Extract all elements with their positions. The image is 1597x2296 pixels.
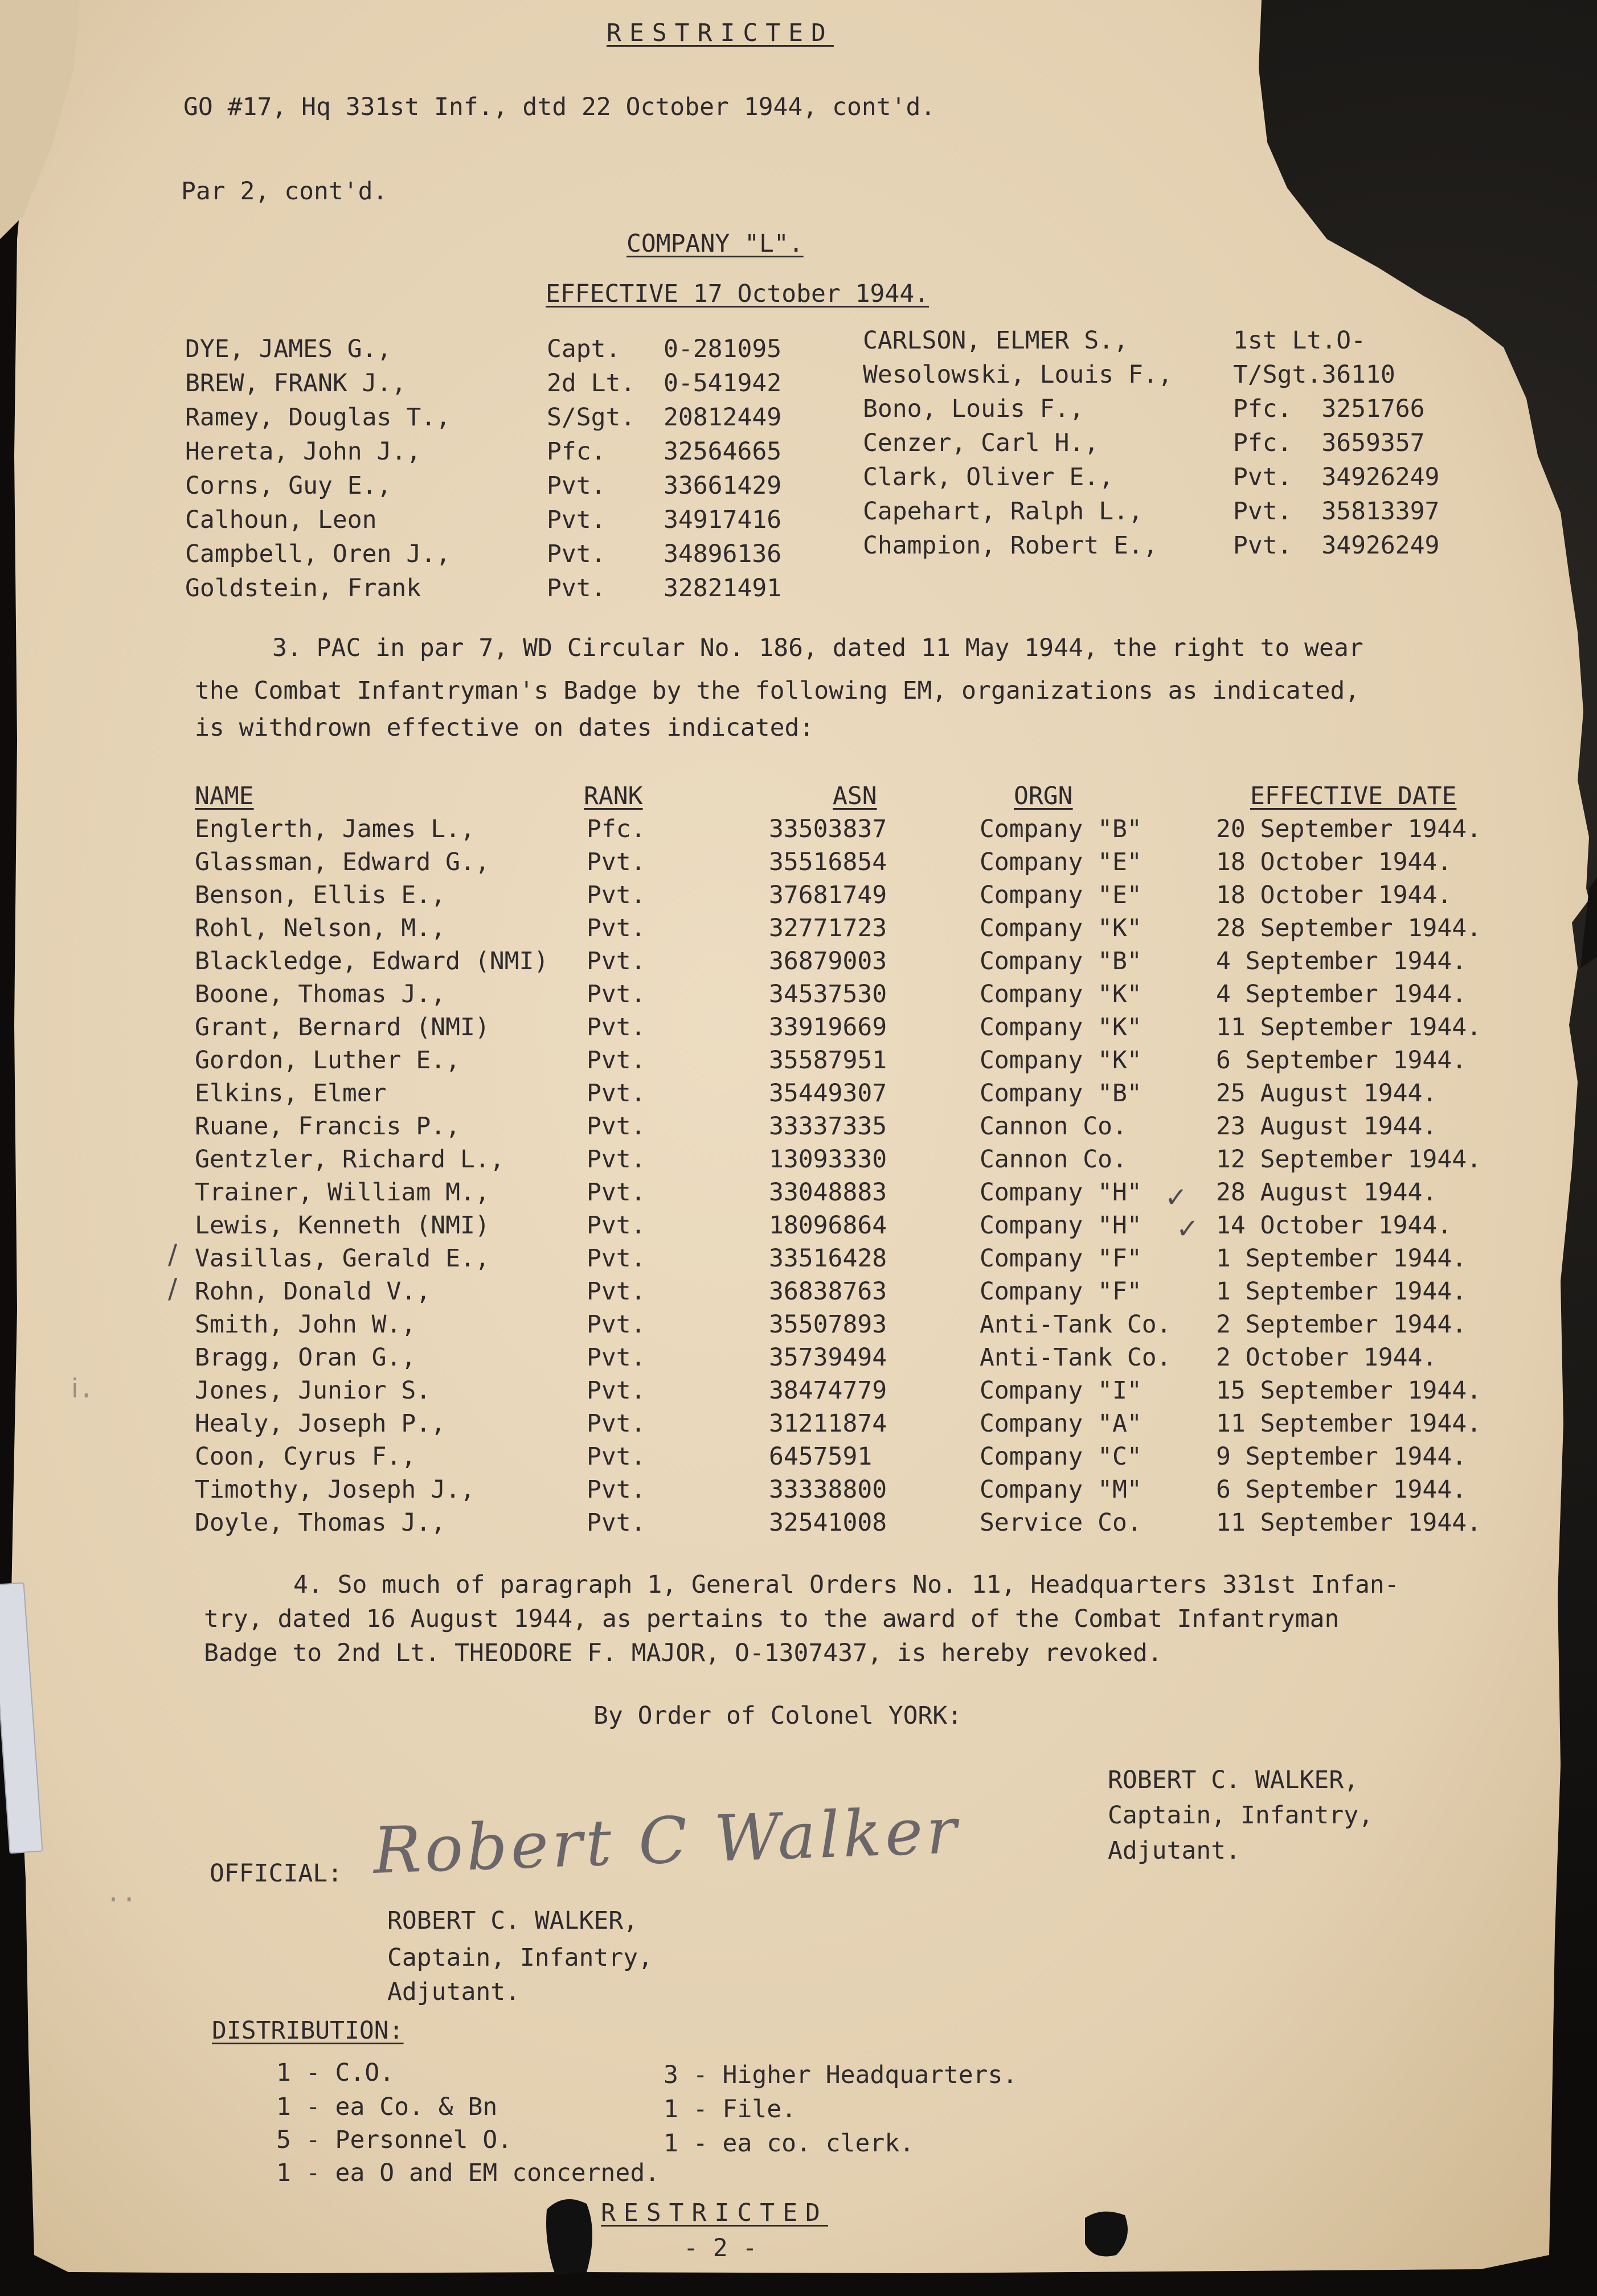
cell-orgn: Company "H" (980, 1178, 1142, 1207)
roster-row-right (863, 427, 1425, 460)
cell-rank: Pvt. (587, 1079, 646, 1108)
cell-name: Benson, Ellis E., (195, 881, 446, 909)
cell-date: 18 October 1944. (1216, 881, 1452, 909)
cell-orgn: Company "B" (980, 815, 1142, 843)
distribution-item: 3 - Higher Headquarters. (664, 2061, 1018, 2089)
cell-orgn: Company "C" (980, 1442, 1142, 1471)
cell-asn: 37681749 (769, 881, 887, 909)
table-row (195, 1011, 1481, 1044)
roster-rank: S/Sgt. (547, 403, 636, 432)
cell-rank: Pvt. (587, 1013, 646, 1042)
cell-orgn: Company "F" (980, 1244, 1142, 1273)
handwritten-signature: Robert C Walker (372, 1794, 961, 1888)
cell-rank: Pvt. (587, 1277, 646, 1306)
roster-asn: 33661429 (664, 472, 782, 500)
cell-asn: 35507893 (769, 1310, 887, 1339)
cell-name: Gentzler, Richard L., (195, 1145, 505, 1174)
cell-asn: 33338800 (769, 1475, 887, 1504)
cell-name: Glassman, Edward G., (195, 848, 490, 876)
table-row (195, 912, 1481, 945)
roster-row-right (863, 495, 1440, 528)
header-rank: RANK (584, 782, 643, 810)
roster-row (185, 333, 782, 366)
roster-rank-asn: T/Sgt.36110 (1233, 360, 1395, 389)
cell-orgn: Anti-Tank Co. (980, 1343, 1172, 1372)
signatory-name: ROBERT C. WALKER, (1108, 1766, 1359, 1794)
cell-date: 28 September 1944. (1216, 914, 1481, 942)
cell-orgn: Cannon Co. (980, 1145, 1127, 1174)
roster-rank: Pvt. (547, 472, 606, 500)
roster-name: Wesolowski, Louis F., (863, 360, 1173, 389)
cell-asn: 33503837 (769, 815, 887, 843)
roster-rank-asn: Pvt. 34926249 (1233, 463, 1440, 491)
cell-orgn: Company "K" (980, 980, 1142, 1008)
cell-orgn: Cannon Co. (980, 1112, 1127, 1141)
cell-date: 15 September 1944. (1216, 1376, 1481, 1405)
cell-name: Healy, Joseph P., (195, 1409, 446, 1438)
cell-orgn: Company "B" (980, 947, 1142, 975)
table-row (195, 1044, 1467, 1077)
distribution-item: 1 - ea co. clerk. (664, 2129, 915, 2158)
cell-name: Trainer, William M., (195, 1178, 490, 1207)
cell-date: 11 September 1944. (1216, 1409, 1481, 1438)
table-row (195, 1441, 1467, 1473)
cell-rank: Pvt. (587, 1211, 646, 1240)
cell-asn: 33919669 (769, 1013, 887, 1042)
roster-name: Goldstein, Frank (185, 574, 421, 602)
roster-name: Clark, Oliver E., (863, 463, 1114, 491)
cell-date: 1 September 1944. (1216, 1244, 1467, 1273)
table-header (195, 780, 1457, 813)
cell-asn: 18096864 (769, 1211, 887, 1240)
roster-asn: 0-281095 (664, 335, 782, 363)
company-title: COMPANY "L". (626, 229, 804, 258)
cell-name: Bragg, Oran G., (195, 1343, 416, 1372)
table-row (195, 978, 1467, 1011)
roster-name: Ramey, Douglas T., (185, 403, 451, 432)
roster-row (185, 470, 782, 502)
roster-row-right (863, 530, 1440, 562)
cell-date: 14 October 1944. (1216, 1211, 1452, 1240)
cell-rank: Pvt. (587, 1442, 646, 1471)
paragraph3-line: is withdrown effective on dates indicated: (195, 714, 814, 742)
cell-rank: Pvt. (587, 1376, 646, 1405)
handwritten-check-mark: ✓ (1176, 1213, 1199, 1245)
cell-name: Blackledge, Edward (NMI) (195, 947, 549, 975)
roster-name: DYE, JAMES G., (185, 335, 392, 363)
cell-rank: Pvt. (587, 1145, 646, 1174)
classification-header: RESTRICTED (607, 19, 834, 47)
cell-name: Smith, John W., (195, 1310, 416, 1339)
roster-asn: 32821491 (664, 574, 782, 602)
cell-rank: Pvt. (587, 980, 646, 1008)
classification-footer: RESTRICTED (601, 2199, 828, 2227)
cell-asn: 31211874 (769, 1409, 887, 1438)
handwritten-check-mark: ✓ (1165, 1182, 1188, 1213)
cell-name: Coon, Cyrus F., (195, 1442, 416, 1471)
handwritten-tick-mark: / (168, 1273, 178, 1305)
cell-date: 9 September 1944. (1216, 1442, 1467, 1471)
cell-rank: Pfc. (587, 815, 646, 843)
table-row (195, 1243, 1467, 1275)
table-row (195, 1342, 1438, 1374)
roster-asn: 0-541942 (664, 369, 782, 397)
cell-orgn: Company "I" (980, 1376, 1142, 1405)
signatory-title: Captain, Infantry, (1108, 1801, 1373, 1830)
roster-row (185, 367, 782, 400)
table-row (195, 945, 1467, 978)
distribution-item: 1 - C.O. (276, 2059, 395, 2087)
table-row (195, 1176, 1438, 1209)
cell-asn: 33337335 (769, 1112, 887, 1141)
roster-rank: 2d Lt. (547, 369, 636, 397)
paragraph-continued: Par 2, cont'd. (181, 177, 388, 206)
table-row (195, 1276, 1467, 1308)
cell-name: Jones, Junior S. (195, 1376, 431, 1405)
table-row (195, 813, 1481, 846)
roster-rank-asn: Pfc. 3659357 (1233, 429, 1425, 457)
roster-asn: 34917416 (664, 506, 782, 534)
official-role: Adjutant. (387, 1978, 520, 2006)
cell-date: 12 September 1944. (1216, 1145, 1481, 1174)
cell-name: Englerth, James L., (195, 815, 475, 843)
cell-rank: Pvt. (587, 1343, 646, 1372)
roster-name: Campbell, Oren J., (185, 540, 451, 568)
cell-orgn: Company "K" (980, 1046, 1142, 1075)
header-orgn: ORGN (1014, 782, 1073, 810)
roster-rank-asn: Pvt. 35813397 (1233, 497, 1440, 526)
cell-asn: 13093330 (769, 1145, 887, 1174)
cell-asn: 6457591 (769, 1442, 873, 1471)
cell-name: Doyle, Thomas J., (195, 1508, 446, 1537)
cell-rank: Pvt. (587, 1046, 646, 1075)
cell-name: Rohl, Nelson, M., (195, 914, 446, 942)
table-row (195, 1408, 1481, 1440)
paragraph3-line: the Combat Infantryman's Badge by the following EM, organizations as indicated, (195, 676, 1360, 705)
roster-rank: Pvt. (547, 574, 606, 602)
roster-row (185, 436, 782, 468)
paragraph4-line: try, dated 16 August 1944, as pertains to the award of the Combat Infantryman (204, 1605, 1340, 1633)
roster-name: Champion, Robert E., (863, 531, 1158, 560)
cell-asn: 36838763 (769, 1277, 887, 1306)
roster-name: Cenzer, Carl H., (863, 429, 1099, 457)
cell-orgn: Company "E" (980, 848, 1142, 876)
roster-asn: 32564665 (664, 437, 782, 466)
cell-date: 20 September 1944. (1216, 815, 1481, 843)
cell-orgn: Company "H" (980, 1211, 1142, 1240)
distribution-label: DISTRIBUTION: (212, 2016, 404, 2045)
roster-rank: Pvt. (547, 506, 606, 534)
official-label: OFFICIAL: (210, 1859, 342, 1888)
cell-date: 18 October 1944. (1216, 848, 1452, 876)
cell-date: 4 September 1944. (1216, 947, 1467, 975)
table-row (195, 1110, 1438, 1143)
cell-asn: 33048883 (769, 1178, 887, 1207)
cell-rank: Pvt. (587, 914, 646, 942)
table-row (195, 1077, 1438, 1110)
roster-rank-asn: Pfc. 3251766 (1233, 395, 1425, 423)
roster-row (185, 401, 782, 434)
cell-asn: 33516428 (769, 1244, 887, 1273)
cell-name: Lewis, Kenneth (NMI) (195, 1211, 490, 1240)
table-row (195, 879, 1452, 912)
cell-orgn: Company "K" (980, 1013, 1142, 1042)
cell-asn: 36879003 (769, 947, 887, 975)
cell-rank: Pvt. (587, 1178, 646, 1207)
header-effective-date: EFFECTIVE DATE (1250, 782, 1457, 810)
roster-rank: Pfc. (547, 437, 606, 466)
cell-date: 11 September 1944. (1216, 1508, 1481, 1537)
cell-rank: Pvt. (587, 1244, 646, 1273)
cell-name: Ruane, Francis P., (195, 1112, 460, 1141)
cell-date: 1 September 1944. (1216, 1277, 1467, 1306)
roster-row-right (863, 461, 1440, 494)
order-reference: GO #17, Hq 331st Inf., dtd 22 October 1944, cont'd. (183, 93, 936, 121)
roster-row (185, 504, 782, 536)
distribution-item: 1 - File. (664, 2095, 796, 2123)
roster-name: Corns, Guy E., (185, 472, 392, 500)
cell-date: 6 September 1944. (1216, 1046, 1467, 1075)
cell-rank: Pvt. (587, 1310, 646, 1339)
roster-rank-asn: 1st Lt.O- (1233, 326, 1366, 355)
cell-asn: 38474779 (769, 1376, 887, 1405)
cell-name: Gordon, Luther E., (195, 1046, 460, 1075)
cell-orgn: Anti-Tank Co. (980, 1310, 1172, 1339)
roster-row-right (863, 325, 1366, 357)
cell-date: 11 September 1944. (1216, 1013, 1481, 1042)
cell-date: 2 October 1944. (1216, 1343, 1438, 1372)
paragraph4-line: 4. So much of paragraph 1, General Orders No. 11, Headquarters 331st Infan- (293, 1571, 1399, 1599)
official-name: ROBERT C. WALKER, (387, 1906, 638, 1935)
header-name: NAME (195, 782, 254, 810)
cell-asn: 35516854 (769, 848, 887, 876)
cell-rank: Pvt. (587, 1475, 646, 1504)
distribution-item: 1 - ea Co. & Bn (276, 2093, 498, 2121)
roster-name: BREW, FRANK J., (185, 369, 407, 397)
cell-asn: 35739494 (769, 1343, 887, 1372)
table-row (195, 1375, 1481, 1407)
roster-row-right (863, 393, 1425, 425)
table-row (195, 1474, 1467, 1506)
cell-orgn: Company "E" (980, 881, 1142, 909)
roster-name: Hereta, John J., (185, 437, 421, 466)
cell-name: Vasillas, Gerald E., (195, 1244, 490, 1273)
roster-name: Calhoun, Leon (185, 506, 377, 534)
cell-date: 2 September 1944. (1216, 1310, 1467, 1339)
cell-name: Grant, Bernard (NMI) (195, 1013, 490, 1042)
distribution-item: 1 - ea O and EM concerned. (276, 2159, 660, 2187)
roster-row (185, 572, 782, 605)
cell-date: 25 August 1944. (1216, 1079, 1438, 1108)
cell-asn: 32771723 (769, 914, 887, 942)
cell-rank: Pvt. (587, 848, 646, 876)
table-row (195, 1210, 1452, 1242)
table-row (195, 1507, 1481, 1539)
cell-date: 4 September 1944. (1216, 980, 1467, 1008)
roster-asn: 34896136 (664, 540, 782, 568)
cell-orgn: Company "A" (980, 1409, 1142, 1438)
paragraph3-line: 3. PAC in par 7, WD Circular No. 186, dated 11 May 1944, the right to wear (272, 634, 1363, 662)
table-row (195, 846, 1452, 879)
cell-rank: Pvt. (587, 1112, 646, 1141)
page-number: - 2 - (683, 2234, 757, 2262)
roster-rank: Capt. (547, 335, 621, 363)
cell-orgn: Service Co. (980, 1508, 1142, 1537)
official-title: Captain, Infantry, (387, 1944, 653, 1972)
cell-rank: Pvt. (587, 1409, 646, 1438)
table-row (195, 1143, 1481, 1176)
cell-asn: 34537530 (769, 980, 887, 1008)
cell-orgn: Company "F" (980, 1277, 1142, 1306)
cell-orgn: Company "M" (980, 1475, 1142, 1504)
cell-date: 23 August 1944. (1216, 1112, 1438, 1141)
distribution-item: 5 - Personnel O. (276, 2126, 513, 2154)
by-order-line: By Order of Colonel YORK: (593, 1702, 963, 1730)
roster-row-right (863, 359, 1395, 391)
cell-rank: Pvt. (587, 947, 646, 975)
roster-name: CARLSON, ELMER S., (863, 326, 1128, 355)
cell-rank: Pvt. (587, 881, 646, 909)
cell-name: Timothy, Joseph J., (195, 1475, 475, 1504)
roster-name: Capehart, Ralph L., (863, 497, 1143, 526)
cell-name: Elkins, Elmer (195, 1079, 387, 1108)
cell-asn: 35449307 (769, 1079, 887, 1108)
ink-smudge: .. (105, 1877, 137, 1908)
ink-smudge: ⅰ. (71, 1373, 95, 1404)
effective-date-line: EFFECTIVE 17 October 1944. (546, 280, 929, 308)
roster-rank-asn: Pvt. 34926249 (1233, 531, 1440, 560)
signatory-role: Adjutant. (1108, 1836, 1240, 1865)
roster-rank: Pvt. (547, 540, 606, 568)
table-row (195, 1309, 1467, 1341)
cell-name: Rohn, Donald V., (195, 1277, 431, 1306)
cell-asn: 35587951 (769, 1046, 887, 1075)
cell-name: Boone, Thomas J., (195, 980, 446, 1008)
roster-row (185, 538, 782, 571)
roster-asn: 20812449 (664, 403, 782, 432)
cell-orgn: Company "K" (980, 914, 1142, 942)
handwritten-tick-mark: / (168, 1239, 178, 1270)
cell-date: 6 September 1944. (1216, 1475, 1467, 1504)
cell-date: 28 August 1944. (1216, 1178, 1438, 1207)
roster-name: Bono, Louis F., (863, 395, 1084, 423)
cell-orgn: Company "B" (980, 1079, 1142, 1108)
cell-rank: Pvt. (587, 1508, 646, 1537)
header-asn: ASN (833, 782, 877, 810)
cell-asn: 32541008 (769, 1508, 887, 1537)
paragraph4-line: Badge to 2nd Lt. THEODORE F. MAJOR, O-1307437, is hereby revoked. (204, 1639, 1162, 1667)
